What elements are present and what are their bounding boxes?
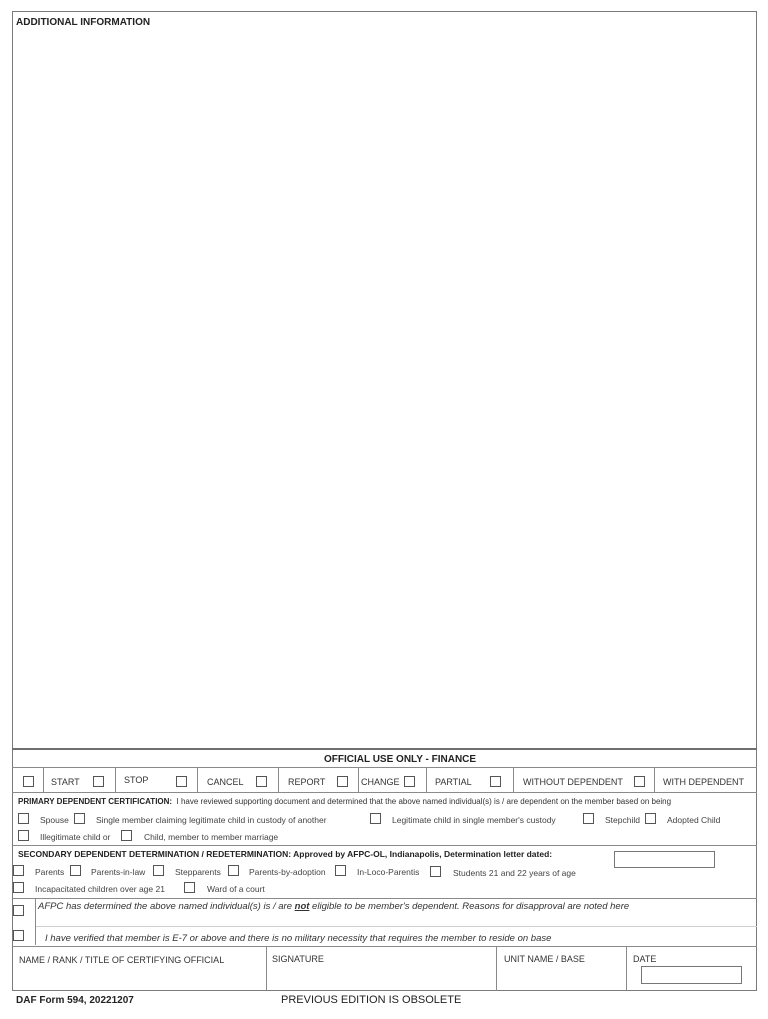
parents-checkbox[interactable] [13, 865, 24, 876]
divider [12, 898, 757, 899]
legitimate-child-checkbox[interactable] [370, 813, 381, 824]
determination-letter-date-field[interactable] [614, 851, 715, 868]
report-checkbox[interactable] [256, 776, 267, 787]
partial-label: PARTIAL [435, 777, 472, 787]
divider [35, 898, 36, 945]
divider [36, 926, 757, 927]
divider [43, 767, 44, 792]
in-loco-parentis-label: In-Loco-Parentis [357, 867, 420, 877]
divider [626, 946, 627, 991]
parents-in-law-checkbox-a[interactable] [70, 865, 81, 876]
divider [266, 946, 267, 991]
adopted-child-label: Adopted Child [667, 815, 721, 825]
secondary-heading: SECONDARY DEPENDENT DETERMINATION / REDETERMINATION: Approved by AFPC-OL, Indianapolis, Determination letter dated: [18, 849, 553, 859]
not-eligible-prefix: AFPC has determined the above named individual(s) is / are [38, 901, 295, 912]
partial-checkbox[interactable] [490, 776, 501, 787]
parents-by-adoption-checkbox[interactable] [335, 865, 346, 876]
additional-info-title: ADDITIONAL INFORMATION [16, 17, 151, 28]
primary-heading: PRIMARY DEPENDENT CERTIFICATION: [18, 797, 173, 806]
divider [513, 767, 514, 792]
divider [12, 748, 757, 750]
spouse-checkbox[interactable] [18, 813, 29, 824]
name-rank-title-field[interactable] [14, 967, 264, 989]
not-eligible-suffix: eligible to be member's dependent. Reasons for disapproval are noted here [309, 901, 630, 912]
divider [12, 946, 757, 947]
parents-label: Parents [35, 867, 65, 877]
signature-label: SIGNATURE [272, 954, 324, 964]
disapproval-reasons-field[interactable] [38, 914, 752, 924]
divider [278, 767, 279, 792]
date-label: DATE [633, 954, 657, 964]
start-checkbox[interactable] [23, 776, 34, 787]
date-field[interactable] [641, 966, 742, 984]
member-to-member-label: Child, member to member marriage [144, 832, 279, 842]
change-label: CHANGE [361, 777, 400, 787]
students-label: Students 21 and 22 years of age [453, 868, 576, 878]
report-label: REPORT [288, 777, 326, 787]
divider [426, 767, 427, 792]
divider [358, 767, 359, 792]
not-eligible-checkbox[interactable] [13, 905, 24, 916]
without-dependent-checkbox[interactable] [634, 776, 645, 787]
with-dependent-label: WITH DEPENDENT [663, 777, 744, 787]
parents-in-law-checkbox[interactable] [153, 865, 164, 876]
stepchild-checkbox-a[interactable] [583, 813, 594, 824]
change-checkbox[interactable] [404, 776, 415, 787]
unit-name-base-field[interactable] [498, 967, 624, 989]
divider [654, 767, 655, 792]
spouse-label: Spouse [40, 815, 69, 825]
divider [12, 845, 757, 846]
change-checkbox-a[interactable] [337, 776, 348, 787]
ward-of-court-label: Ward of a court [207, 884, 265, 894]
in-loco-parentis-checkbox[interactable] [430, 866, 441, 877]
cancel-checkbox[interactable] [176, 776, 187, 787]
primary-certification-text [18, 797, 671, 806]
divider [496, 946, 497, 991]
single-member-child-custody-another-checkbox[interactable] [74, 813, 85, 824]
primary-statement: I have reviewed supporting document and determined that the above named individual(s) is / are dependent on the member based on being [176, 797, 672, 806]
illegitimate-child-label: Illegitimate child or [40, 832, 111, 842]
stepchild-label: Stepchild [605, 815, 640, 825]
cancel-label: CANCEL [207, 777, 244, 787]
previous-edition-note: PREVIOUS EDITION IS OBSOLETE [281, 994, 462, 1006]
illegitimate-child-checkbox[interactable] [18, 830, 29, 841]
stop-label: STOP [124, 775, 149, 785]
stepparents-label: Stepparents [175, 867, 221, 877]
without-dependent-label: WITHOUT DEPENDENT [523, 777, 623, 787]
form-identifier: DAF Form 594, 20221207 [16, 995, 134, 1006]
not-eligible-statement [38, 901, 629, 912]
finance-title: OFFICIAL USE ONLY - FINANCE [324, 754, 477, 765]
name-rank-title-label: NAME / RANK / TITLE OF CERTIFYING OFFICIAL [19, 955, 225, 965]
parents-by-adoption-label: Parents-by-adoption [249, 867, 326, 877]
stop-checkbox[interactable] [93, 776, 104, 787]
incapacitated-children-label: Incapacitated children over age 21 [35, 884, 165, 894]
single-member-child-label: Single member claiming legitimate child in custody of another [96, 815, 327, 825]
parents-in-law-label: Parents-in-law [91, 867, 146, 877]
incapacitated-children-checkbox-a[interactable] [13, 882, 24, 893]
stepchild-checkbox[interactable] [645, 813, 656, 824]
incapacitated-children-checkbox[interactable] [184, 882, 195, 893]
legitimate-child-label: Legitimate child in single member's custody [392, 815, 556, 825]
signature-field[interactable] [268, 967, 494, 989]
start-label: START [51, 777, 80, 787]
divider [115, 767, 116, 792]
e7-verification-checkbox[interactable] [13, 930, 24, 941]
not-emphasis: not [294, 901, 310, 912]
stepparents-checkbox[interactable] [228, 865, 239, 876]
divider [12, 767, 757, 768]
e7-statement: I have verified that member is E-7 or above and there is no military necessity that requires the member to reside on base [45, 933, 552, 944]
additional-info-textarea[interactable] [14, 32, 754, 744]
member-to-member-checkbox[interactable] [121, 830, 132, 841]
divider [197, 767, 198, 792]
divider [12, 792, 757, 793]
unit-name-base-label: UNIT NAME / BASE [504, 954, 585, 964]
